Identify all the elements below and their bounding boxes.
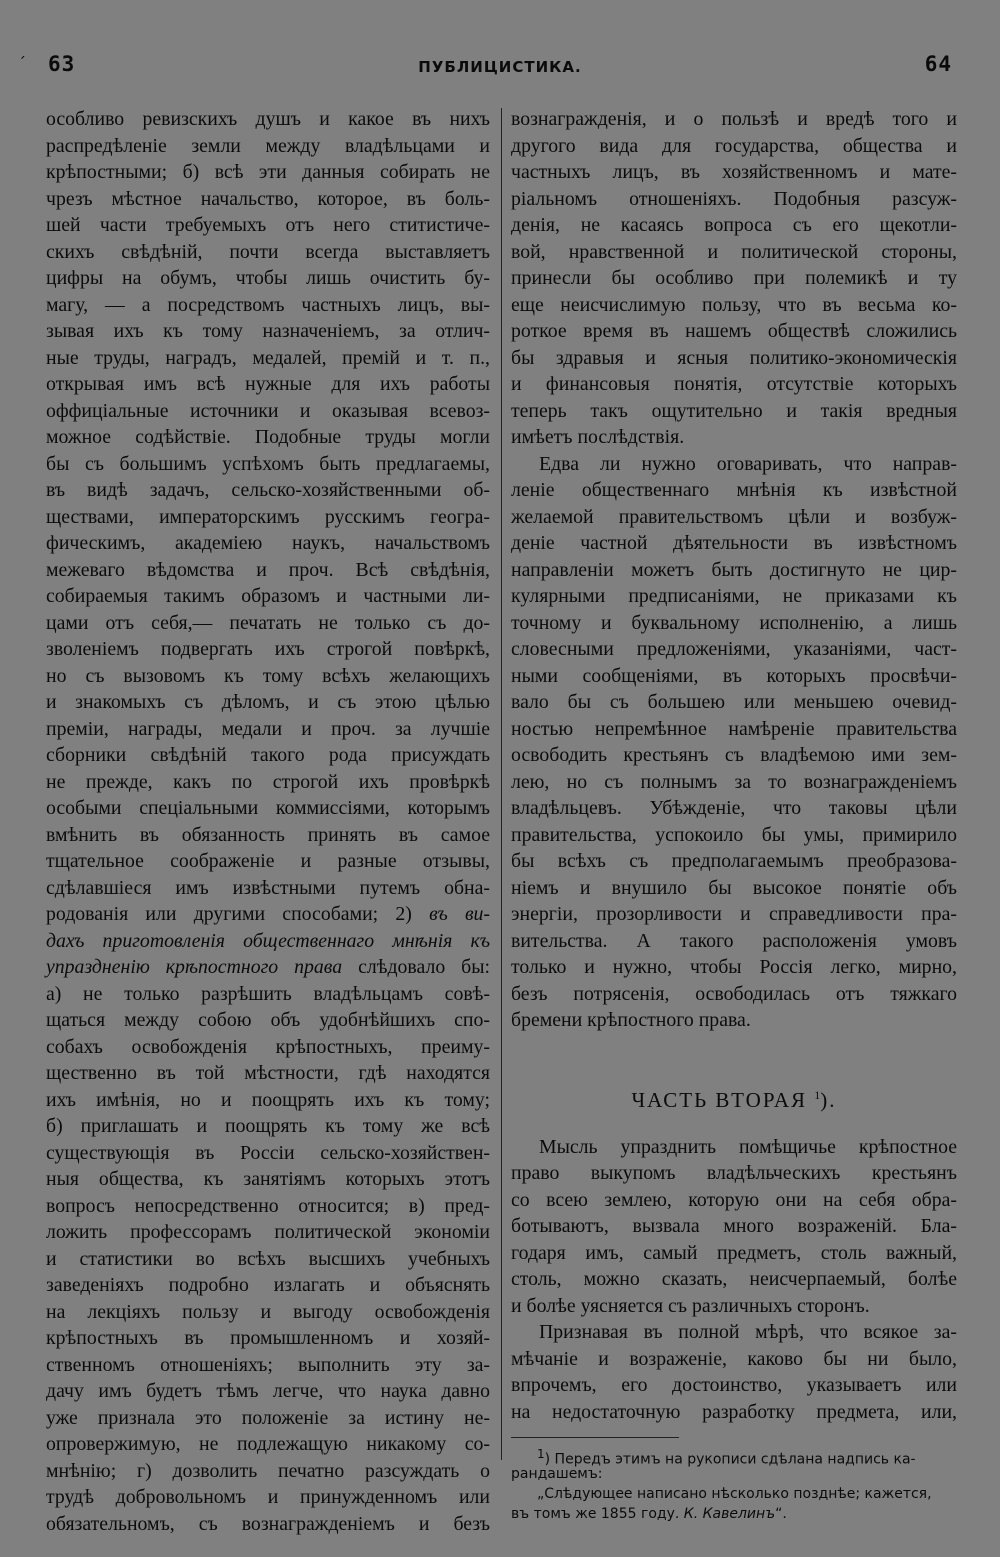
text-line: на недостаточную разработку предмета, или, — [511, 1400, 957, 1423]
text-line: Едва ли нужно оговаривать, что направ- — [539, 452, 957, 475]
left-column — [46, 106, 490, 1537]
text-line: бы съ большимъ успѣхомъ быть предлагаемы, — [46, 452, 490, 475]
text-line: ложить профессорамъ политической экономіи — [46, 1221, 490, 1243]
text-line: а) не только разрѣшить владѣльцамъ совѣ- — [46, 982, 490, 1005]
text-line: лею, но съ полнымъ за то вознагражденіемъ — [511, 770, 957, 793]
footnote-text: ) Передъ этимъ на рукописи сдѣлана надпись ка- — [544, 1451, 916, 1468]
text-line: можное содѣйствіе. Подобные труды могли — [46, 426, 490, 448]
text-line: частныхъ лицъ, въ хозяйственномъ и мате- — [511, 161, 957, 183]
text-line: существующія въ Россіи сельско-хозяйствен- — [46, 1141, 490, 1164]
text-line: зволеніемъ подвергать ихъ строгой повѣркѣ, — [46, 638, 490, 660]
text-line: деніе частной дѣятельности въ извѣстномъ — [511, 532, 957, 554]
text-line: освободить крестьянъ съ владѣемою ими зем- — [511, 744, 957, 766]
text-line: въ видѣ задачъ, сельско-хозяйственными об- — [46, 479, 490, 501]
text-line: распредѣленіе земли между владѣльцами и — [46, 134, 490, 157]
text-line: уже признала это положеніе за истину не- — [46, 1406, 490, 1429]
text-line: преміи, награды, медали и проч. за лучшіе — [46, 717, 490, 740]
footnote-spacer — [511, 1425, 957, 1437]
text-line-mixed — [46, 954, 490, 981]
text-line: вой, нравственной и политической стороны, — [511, 240, 957, 263]
text-line: вознагражденія, и о пользѣ и вредѣ того и — [511, 108, 957, 130]
text-line: шей части требуемыхъ отъ него ститистиче- — [46, 214, 490, 236]
text-line: ществами, императорскимъ русскимъ геогра- — [46, 505, 490, 528]
text-line: теперь такъ ощутительно и такія вредныя — [511, 399, 957, 422]
page-header — [0, 52, 1000, 84]
text-line: собираемыя такимъ образомъ и частными ли- — [46, 585, 490, 607]
text-line: ихъ имѣнія, но и поощрять ихъ къ тому; — [46, 1088, 490, 1111]
text-line: магу, — а посредствомъ частныхъ лицъ, вы- — [46, 293, 490, 316]
text-line: и финансовыя понятія, отсутствіе которыхъ — [511, 373, 957, 395]
running-title: ПУБЛИЦИСТИКА. — [418, 58, 582, 76]
text-line: открывая имъ всѣ нужные для ихъ работы — [46, 373, 490, 395]
text-line: леніе общественнаго мнѣнія къ извѣстной — [511, 479, 957, 501]
text-line: крѣпостными; б) всѣ эти данныя собирать не — [46, 161, 490, 183]
page-number-left: 63 — [48, 52, 76, 76]
text-line: вало бы съ большею или меньшею очевид- — [511, 691, 957, 713]
text-line: Мысль упразднить помѣщичье крѣпостное — [539, 1135, 957, 1158]
text-line: скихъ свѣдѣній, почти всегда выставляетъ — [46, 240, 490, 263]
text-line: владѣльцевъ. Убѣжденіе, что таковы цѣли — [511, 797, 957, 819]
footnote-signature: К. Кавелинъ — [683, 1506, 776, 1522]
text-line: имѣетъ послѣдствія. — [511, 426, 685, 448]
right-column — [511, 106, 957, 1524]
text-line: безъ потрясенія, освободилась отъ тяжкаго — [511, 982, 957, 1005]
text-line: оффиціальные источники и оказывая всевоз- — [46, 399, 490, 422]
text-line: ріальномъ отношеніяхъ. Подобныя разсуж- — [511, 187, 957, 210]
text-line-mixed — [46, 901, 490, 928]
text-line: опровержимую, не подлежащую никакому со- — [46, 1433, 490, 1455]
text-line: мнѣнію; г) дозволить печатно разсуждать о — [46, 1459, 490, 1482]
text-line: дачу имъ будетъ тѣмъ легче, что наука давно — [46, 1380, 490, 1402]
text-segment: родованія или другими способами; 2) — [46, 903, 412, 925]
text-line: межеваго вѣдомства и проч. Всѣ свѣдѣнія, — [46, 558, 490, 581]
text-line: ностью непремѣнное намѣреніе правительства — [511, 717, 957, 740]
text-line: не прежде, какъ по строгой ихъ провѣркѣ — [46, 770, 490, 793]
text-line: сдѣлавшіеся имъ извѣстными путемъ обна- — [46, 876, 490, 899]
text-line-italic — [46, 928, 490, 955]
text-line: цами отъ себя,— печатать не только съ до- — [46, 611, 490, 634]
text-line: кулярными предписаніями, не приказами къ — [511, 585, 957, 607]
text-line: и знакомыхъ съ дѣломъ, и съ этою цѣлью — [46, 691, 490, 713]
text-line: бы всѣхъ съ предполагаемымъ преобразова- — [511, 850, 957, 872]
text-line: со всею землею, которую они на себя обра- — [511, 1188, 957, 1211]
section-heading — [511, 1078, 957, 1112]
column-divider — [501, 108, 502, 1460]
italic-segment: дахъ приготовленія общественнаго мнѣнія къ — [46, 929, 490, 952]
text-line: ственномъ отношеніяхъ; выполнить эту за- — [46, 1353, 490, 1376]
page-number-right: 64 — [924, 52, 952, 76]
text-line: фическимъ, академіею наукъ, начальствомъ — [46, 532, 490, 554]
text-line: вительства. А такого расположенія умовъ — [511, 929, 957, 952]
text-line: еще неисчислимую пользу, что въ весьма ко- — [511, 293, 957, 316]
section-title-tail: ). — [820, 1087, 837, 1112]
text-line: обязательномъ, съ вознагражденіемъ и безъ — [46, 1512, 490, 1535]
text-line: точному и буквальному исполненію, а лишь — [511, 611, 957, 634]
footnote-mark: 1 — [537, 1447, 545, 1461]
text-line: щаться между собою объ удобнѣйшихъ спо- — [46, 1009, 490, 1031]
text-line: право выкупомъ владѣльческихъ крестьянъ — [511, 1162, 957, 1184]
text-line: правительства, успокоило бы умы, примирило — [511, 823, 957, 846]
text-line: направленіи можетъ быть достигнуто не цир- — [511, 558, 957, 581]
footnote-line — [511, 1444, 957, 1468]
text-line: принесли бы особливо при полемикѣ и ту — [511, 267, 957, 289]
text-line: тщательное соображеніе и разные отзывы, — [46, 850, 490, 872]
text-line: Признавая въ полной мѣрѣ, что всякое за- — [539, 1321, 957, 1343]
text-line: энергіи, прозорливости и справедливости пра- — [511, 903, 957, 925]
text-line: особыми спеціальными коммиссіями, которымъ — [46, 797, 490, 819]
text-line: цифры на обумъ, чтобы лишь очистить бу- — [46, 267, 490, 289]
text-line: годаря имъ, самый предметъ, столь важный, — [511, 1241, 957, 1264]
footnote-ref: 1 — [814, 1087, 821, 1102]
text-line: сборники свѣдѣній такого рода присуждать — [46, 744, 490, 766]
text-line: крѣпостныхъ въ промышленномъ и хозяй- — [46, 1327, 490, 1349]
footnote-text: въ томъ же 1855 году. — [511, 1506, 680, 1522]
text-line: и статистики во всѣхъ высшихъ учебныхъ — [46, 1247, 490, 1270]
footnote-line: „Слѣдующее написано нѣсколько позднѣе; кажется, — [537, 1486, 932, 1502]
text-line: словесными предложеніями, указаніями, част- — [511, 638, 957, 660]
text-line: ботываютъ, вызвала много возраженій. Бла- — [511, 1215, 957, 1237]
text-line: бремени крѣпостного права. — [511, 1009, 751, 1031]
text-line: на лекціяхъ пользу и выгоду освобожденія — [46, 1300, 490, 1323]
text-line: трудѣ добровольномъ и принужденномъ или — [46, 1486, 490, 1508]
text-line: ныя общества, къ занятіямъ которыхъ этотъ — [46, 1168, 490, 1190]
text-line: заведеніяхъ подробно излагать и объяснять — [46, 1274, 490, 1296]
text-line: б) приглашать и поощрять къ тому же всѣ — [46, 1115, 490, 1137]
section-spacer — [511, 1034, 957, 1078]
text-line: впрочемъ, его достоинство, указываетъ или — [511, 1374, 957, 1396]
italic-segment: упраздненію крѣпостного права — [46, 956, 343, 978]
text-line: роткое время въ нашемъ обществѣ сложились — [511, 320, 957, 342]
text-line: вмѣнить въ обязанность принять въ самое — [46, 823, 490, 846]
section-title-text: ЧАСТЬ ВТОРАЯ — [631, 1087, 808, 1112]
text-line: ные труды, наградъ, медалей, премій и т. п., — [46, 346, 490, 369]
text-segment: слѣдовало бы: — [358, 956, 490, 978]
text-line: денія, не касаясь вопроса съ его щекотли- — [511, 214, 957, 236]
footnote-text: “. — [775, 1506, 787, 1522]
text-line: ными сообщеніями, въ которыхъ просвѣчи- — [511, 664, 957, 687]
italic-segment: въ ви- — [429, 903, 491, 925]
text-line: другого вида для государства, общества и — [511, 134, 957, 157]
text-line: ніемъ и внушило бы высокое понятіе объ — [511, 876, 957, 899]
text-line: и болѣе уясняется съ различныхъ сторонъ. — [511, 1294, 870, 1317]
text-line: чрезъ мѣстное начальство, которое, въ боль- — [46, 187, 490, 210]
text-line: столь, можно сказать, неисчерпаемый, болѣе — [511, 1268, 957, 1290]
text-line: собахъ освобожденія крѣпостныхъ, преиму- — [46, 1035, 490, 1058]
text-line: только и нужно, чтобы Россія легко, мирно, — [511, 956, 957, 978]
text-line: зывая ихъ къ тому назначеніемъ, за отлич- — [46, 320, 490, 342]
text-line: вопросъ непосредственно относится; в) пред- — [46, 1194, 490, 1217]
footnote-line — [511, 1504, 957, 1524]
text-line: особливо ревизскихъ душъ и какое въ нихъ — [46, 108, 490, 130]
text-line: желаемой правительствомъ цѣли и возбуж- — [511, 505, 957, 528]
footnote-line: рандашемъ: — [511, 1466, 603, 1482]
text-line: но съ вызовомъ къ тому всѣхъ желающихъ — [46, 664, 490, 687]
text-line: мѣчаніе и возраженіе, каково бы ни было, — [511, 1347, 957, 1370]
margin-mark: ˊ — [18, 54, 26, 73]
section-spacer — [511, 1112, 957, 1134]
text-line: щественно въ той мѣстности, гдѣ находятся — [46, 1062, 490, 1084]
text-line: бы здравыя и ясныя политико-экономическія — [511, 346, 957, 369]
